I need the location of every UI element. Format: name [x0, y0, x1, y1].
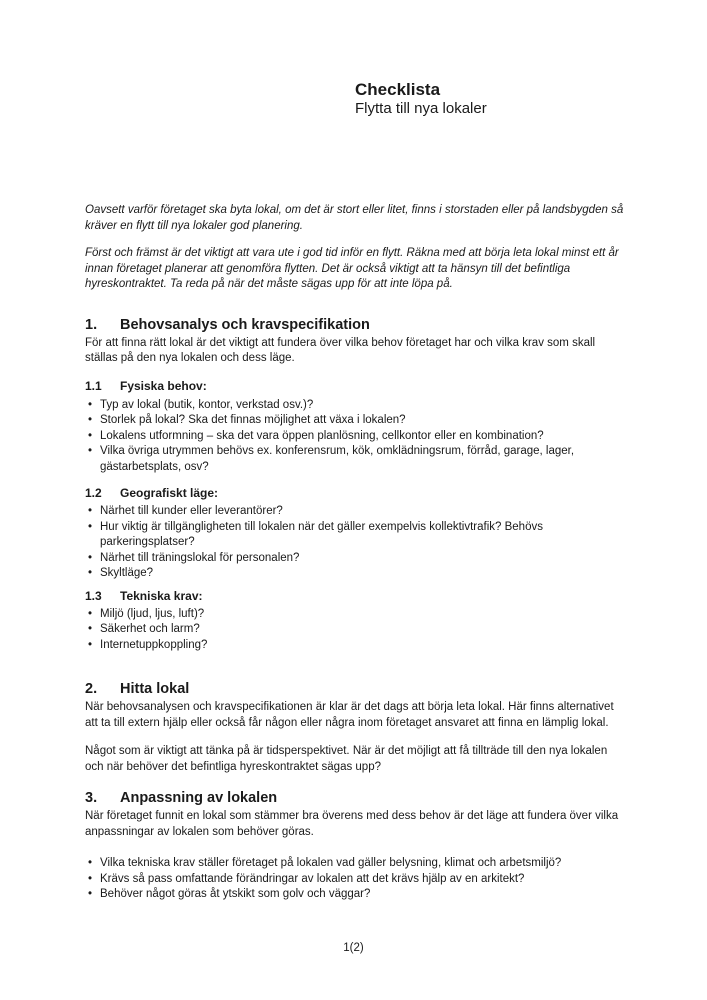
section-paragraph: När behovsanalysen och kravspecifikationen är klar är det dags att börja leta lokal. Här finns alternativet att ta till extern hjälp eller också får någon eller några inom företaget ansvaret att finna en lämplig lokal. — [85, 701, 614, 729]
subsection-number: 1.3 — [85, 588, 102, 603]
intro-paragraph: Först och främst är det viktigt att vara ute i god tid inför en flytt. Räkna med att börja leta lokal minst ett år innan företaget planerar att genomföra flytten. Det är också viktigt att ta hänsyn till det befintliga hyreskontraktet. Ta reda på när det måste sägas upp för att inte löpa på. — [85, 247, 619, 290]
section-heading-1 — [85, 316, 627, 334]
section-number: 3. — [85, 790, 98, 806]
list-item — [85, 398, 627, 414]
bullet-icon: • — [88, 551, 93, 564]
list-item — [85, 622, 627, 638]
bullet-icon: • — [88, 429, 93, 442]
section-number: 2. — [85, 681, 98, 697]
list-item-text: Miljö (ljud, ljus, luft)? — [100, 607, 205, 620]
document-body — [85, 0, 627, 903]
subsection-title: Geografiskt läge: — [120, 486, 219, 500]
list-item — [85, 887, 627, 903]
bullet-icon: • — [88, 505, 93, 517]
section-title: Hitta lokal — [120, 681, 190, 697]
subsection-number: 1.1 — [85, 378, 102, 393]
list-item-text: Närhet till kunder eller leverantörer? — [100, 505, 283, 517]
bullet-icon: • — [88, 623, 93, 635]
bullet-icon: • — [88, 857, 93, 869]
subsection-title: Tekniska krav: — [120, 588, 203, 603]
list-item — [85, 504, 627, 520]
list-item — [85, 566, 627, 582]
section-heading-2 — [85, 680, 627, 698]
list-item-text: Storlek på lokal? Ska det finnas möjlighet att växa i lokalen? — [100, 414, 406, 426]
list-item-text: Hur viktig är tillgängligheten till lokalen när det gäller exempelvis kollektivtrafik? Behövs parkeringsplatser? — [100, 520, 543, 548]
section-title: Behovsanalys och kravspecifikation — [120, 316, 370, 333]
list-item-text: Vilka övriga utrymmen behövs ex. konferensrum, kök, omklädningsrum, förråd, garage, lager, gästarbetsplats, osv? — [100, 445, 575, 473]
list-item-text: Behöver något göras åt ytskikt som golv och väggar? — [100, 888, 371, 900]
bullet-list — [85, 607, 627, 654]
section-paragraph: För att finna rätt lokal är det viktigt att fundera över vilka behov företaget har och vilka krav som skall ställas på den nya lokalen och dess läge. — [85, 336, 596, 364]
list-item — [85, 638, 627, 654]
list-item-text: Typ av lokal (butik, kontor, verkstad osv.)? — [100, 398, 314, 411]
section-heading-3 — [85, 789, 627, 807]
list-item — [85, 520, 627, 551]
section-paragraph: När företaget funnit en lokal som stämmer bra överens med dess behov är det läge att fundera över vilka anpassningar av lokalen som behöver göras. — [85, 810, 619, 838]
list-item-text: Närhet till träningslokal för personalen? — [100, 551, 300, 564]
bullet-list — [85, 504, 627, 582]
bullet-list — [85, 398, 627, 476]
intro-paragraph: Oavsett varför företaget ska byta lokal, om det är stort eller litet, finns i storstaden eller på landsbygden så kräver en flytt till nya lokaler god planering. — [85, 204, 624, 232]
bullet-icon: • — [88, 445, 93, 457]
list-item — [85, 444, 627, 475]
list-item-text: Vilka tekniska krav ställer företaget på lokalen vad gäller belysning, klimat och arbetsmiljö? — [100, 857, 562, 869]
bullet-icon: • — [88, 872, 93, 885]
list-item — [85, 872, 627, 888]
list-item-text: Säkerhet och larm? — [100, 623, 200, 635]
bullet-icon: • — [88, 567, 93, 579]
page-title: Checklista — [355, 80, 441, 99]
list-item — [85, 429, 627, 445]
list-item — [85, 607, 627, 623]
bullet-icon: • — [88, 888, 93, 900]
subsection-heading-1-3 — [85, 589, 627, 604]
bullet-icon: • — [88, 607, 93, 620]
bullet-icon: • — [88, 638, 93, 651]
bullet-list — [85, 856, 627, 903]
page-number: 1(2) — [343, 942, 364, 954]
list-item-text: Krävs så pass omfattande förändringar av lokalen att det krävs hjälp av en arkitekt? — [100, 872, 525, 885]
section-number: 1. — [85, 316, 98, 333]
subsection-title: Fysiska behov: — [120, 378, 207, 393]
section-paragraph: Något som är viktigt att tänka på är tidsperspektivet. När är det möjligt att få tillträde till den nya lokalen och när behöver det befintliga hyreskontraktet sägas upp? — [85, 745, 608, 773]
subsection-number: 1.2 — [85, 486, 102, 500]
list-item — [85, 856, 627, 872]
list-item — [85, 551, 627, 567]
bullet-icon: • — [88, 520, 93, 533]
subsection-heading-1-2 — [85, 486, 627, 501]
list-item — [85, 413, 627, 429]
list-item-text: Lokalens utformning – ska det vara öppen planlösning, cellkontor eller en kombination? — [100, 429, 544, 442]
page-subtitle: Flytta till nya lokaler — [355, 100, 487, 117]
list-item-text: Internetuppkoppling? — [100, 638, 208, 651]
subsection-heading-1-1 — [85, 379, 627, 394]
section-title: Anpassning av lokalen — [120, 790, 278, 806]
list-item-text: Skyltläge? — [100, 567, 154, 579]
bullet-icon: • — [88, 398, 93, 411]
bullet-icon: • — [88, 414, 93, 426]
